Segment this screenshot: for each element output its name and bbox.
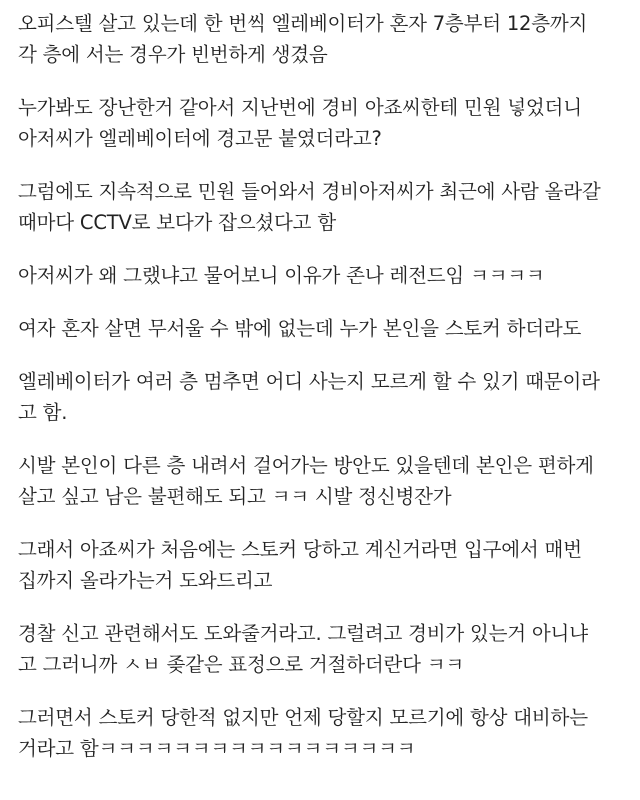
text-line: 집까지 올라가는거 도와드리고	[18, 569, 273, 592]
text-line: 아저씨가 왜 그랬냐고 물어보니 이유가 존나 레전드임 ㅋㅋㅋㅋ	[18, 264, 545, 287]
paragraph-4	[18, 260, 622, 291]
text-line: 그럼에도 지속적으로 민원 들어와서 경비아저씨가 최근에 사람 올라갈	[18, 180, 601, 203]
text-line: 그러면서 스토커 당한적 없지만 언제 당할지 모르기에 항상 대비하는	[18, 706, 588, 729]
text-line: 여자 혼자 살면 무서울 수 밖에 없는데 누가 본인을 스토커 하더라도	[18, 317, 582, 340]
text-line: 경찰 신고 관련해서도 도와줄거라고. 그럴려고 경비가 있는거 아니냐	[18, 622, 588, 645]
paragraph-7	[18, 450, 622, 512]
paragraph-1	[18, 8, 622, 70]
paragraph-9	[18, 618, 622, 680]
paragraph-5	[18, 313, 622, 344]
paragraph-10	[18, 702, 622, 764]
text-line: 살고 싶고 남은 불편해도 되고 ㅋㅋ 시발 정신병잔가	[18, 485, 452, 508]
text-line: 고 그러니까 ㅅㅂ 좆같은 표정으로 거절하더란다 ㅋㅋ	[18, 653, 465, 676]
paragraph-6	[18, 366, 622, 428]
paragraph-2	[18, 92, 622, 154]
paragraph-3	[18, 176, 622, 238]
text-line: 때마다 CCTV로 보다가 잡으셨다고 함	[18, 211, 336, 234]
text-line: 거라고 함ㅋㅋㅋㅋㅋㅋㅋㅋㅋㅋㅋㅋㅋㅋㅋㅋㅋ	[18, 737, 416, 760]
text-line: 고 함.	[18, 401, 68, 424]
text-line: 그래서 아죠씨가 처음에는 스토커 당하고 계신거라면 입구에서 매번	[18, 538, 582, 561]
text-line: 누가봐도 장난한거 같아서 지난번에 경비 아죠씨한테 민원 넣었더니	[18, 96, 582, 119]
text-line: 아저씨가 엘레베이터에 경고문 붙였더라고?	[18, 127, 382, 150]
text-line: 각 층에 서는 경우가 빈번하게 생겼음	[18, 43, 328, 66]
paragraph-8	[18, 534, 622, 596]
text-line: 엘레베이터가 여러 층 멈추면 어디 사는지 모르게 할 수 있기 때문이라	[18, 370, 600, 393]
text-line: 시발 본인이 다른 층 내려서 걸어가는 방안도 있을텐데 본인은 편하게	[18, 454, 594, 477]
text-line: 오피스텔 살고 있는데 한 번씩 엘레베이터가 혼자 7층부터 12층까지	[18, 12, 588, 35]
